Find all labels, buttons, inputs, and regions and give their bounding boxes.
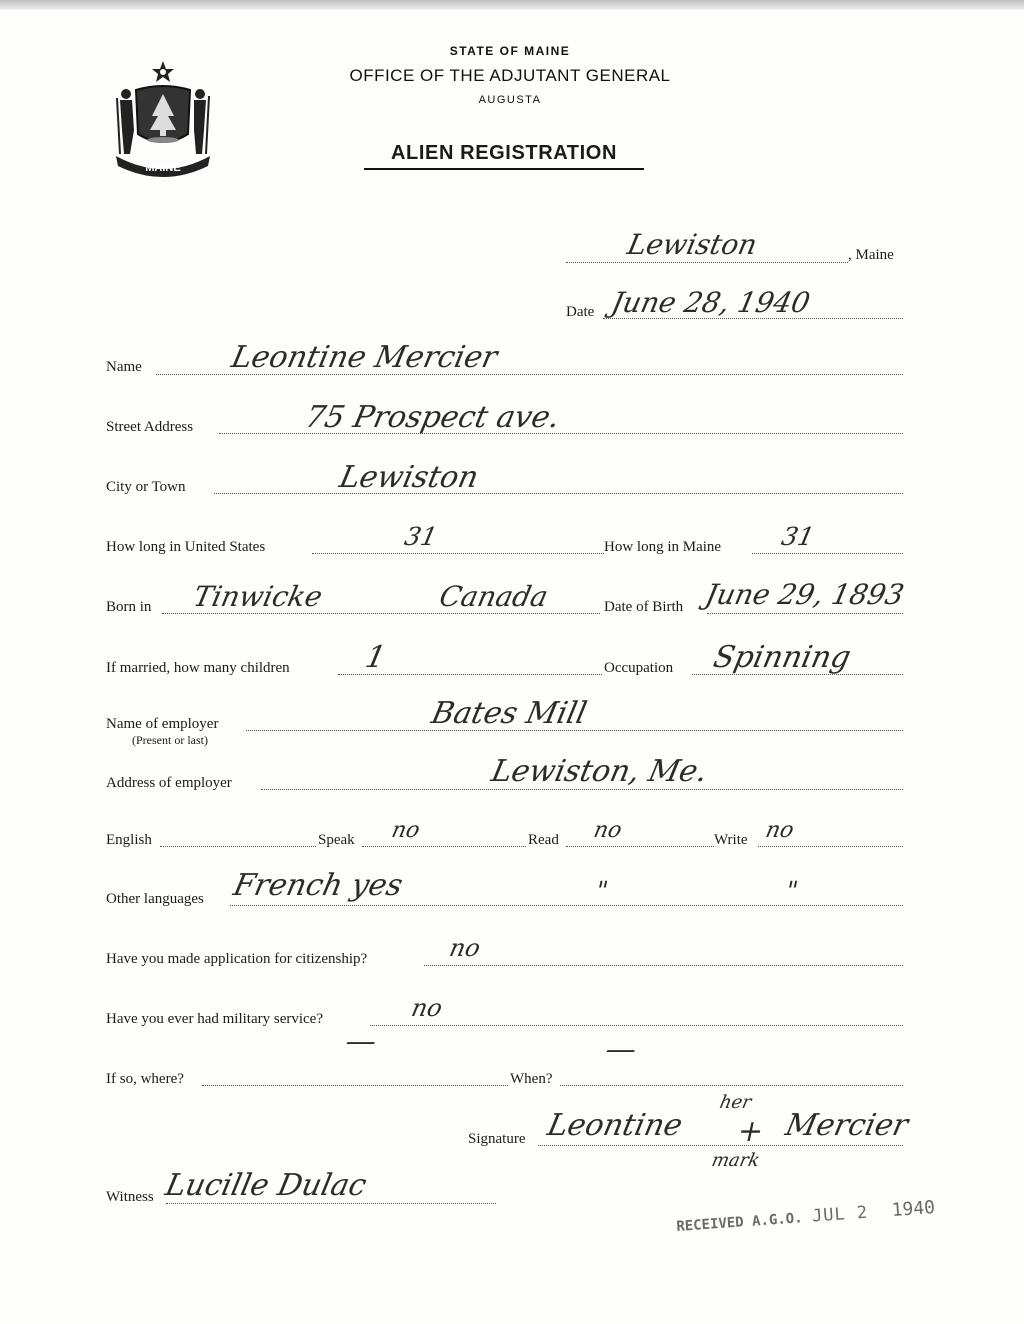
military-value: no xyxy=(409,994,445,1022)
seal-banner-text: MAINE xyxy=(145,162,181,174)
header-office: OFFICE OF THE ADJUTANT GENERAL xyxy=(349,66,671,85)
stamp-received: RECEIVED A.G.O. xyxy=(675,1210,804,1236)
how-long-maine-line xyxy=(752,553,903,554)
header-state: STATE OF MAINE xyxy=(449,44,571,58)
name-value: Leontine Mercier xyxy=(228,340,501,375)
employer-label: Name of employer xyxy=(106,716,219,732)
street-value: 75 Prospect ave. xyxy=(302,400,563,435)
military-line xyxy=(370,1025,903,1026)
signature-mark: mark xyxy=(709,1150,762,1171)
stamp-date: JUL 2 xyxy=(811,1202,869,1227)
write-label: Write xyxy=(714,832,748,848)
read-label: Read xyxy=(528,832,559,848)
speak-label: Speak xyxy=(318,832,355,848)
received-stamp xyxy=(676,1197,936,1236)
maine-state-seal xyxy=(108,58,218,178)
signature-label: Signature xyxy=(468,1131,526,1147)
born-town-value: Tinwicke xyxy=(190,580,326,613)
employer-note: (Present or last) xyxy=(132,733,208,747)
speak-line xyxy=(362,846,526,847)
city-value: Lewiston xyxy=(336,460,482,495)
signature-last: Mercier xyxy=(782,1108,912,1143)
maine-label: , Maine xyxy=(848,247,894,263)
citizenship-value: no xyxy=(447,934,483,962)
how-long-us-value: 31 xyxy=(401,522,440,551)
children-value: 1 xyxy=(362,640,389,675)
witness-line xyxy=(166,1203,496,1204)
when-line xyxy=(560,1085,903,1086)
signature-her: her xyxy=(717,1092,754,1113)
where-label: If so, where? xyxy=(106,1071,184,1087)
witness-value: Lucille Dulac xyxy=(162,1168,370,1203)
place-value: Lewiston xyxy=(624,228,761,261)
other-languages-value: French yes xyxy=(230,868,406,903)
signature-line xyxy=(538,1145,903,1146)
citizenship-label: Have you made application for citizenship? xyxy=(106,951,368,967)
stamp-year: 1940 xyxy=(890,1196,936,1221)
citizenship-line xyxy=(424,965,903,966)
military-label: Have you ever had military service? xyxy=(106,1011,323,1027)
how-long-us-line xyxy=(312,553,604,554)
how-long-maine-value: 31 xyxy=(778,522,817,551)
city-label: City or Town xyxy=(106,479,186,495)
read-value: no xyxy=(591,818,625,843)
employer-address-value: Lewiston, Me. xyxy=(488,754,711,789)
scan-edge xyxy=(0,0,1024,10)
other-languages-line xyxy=(230,905,903,906)
other-read-value: " xyxy=(592,876,611,905)
employer-address-line xyxy=(261,789,903,790)
where-value: — xyxy=(342,1024,380,1059)
dob-label: Date of Birth xyxy=(604,599,684,615)
speak-value: no xyxy=(389,818,423,843)
city-line xyxy=(214,493,903,494)
born-country-value: Canada xyxy=(436,580,551,613)
read-line xyxy=(566,846,714,847)
place-line xyxy=(566,262,848,263)
witness-label: Witness xyxy=(106,1189,154,1205)
other-write-value: " xyxy=(782,876,801,905)
occupation-value: Spinning xyxy=(710,640,854,675)
name-label: Name xyxy=(106,359,142,375)
form-title: ALIEN REGISTRATION xyxy=(364,142,644,170)
when-value: — xyxy=(602,1032,640,1067)
children-label: If married, how many children xyxy=(106,660,290,676)
dob-value: June 29, 1893 xyxy=(702,578,907,611)
born-in-line xyxy=(162,613,600,614)
employer-address-label: Address of employer xyxy=(106,775,232,791)
occupation-label: Occupation xyxy=(604,660,674,676)
write-value: no xyxy=(763,818,797,843)
date-label: Date xyxy=(566,304,595,320)
other-languages-label: Other languages xyxy=(106,891,204,907)
where-line xyxy=(202,1085,508,1086)
english-line xyxy=(160,846,316,847)
when-label: When? xyxy=(510,1071,553,1087)
signature-cross: + xyxy=(734,1114,767,1149)
how-long-maine-label: How long in Maine xyxy=(604,539,722,555)
write-line xyxy=(758,846,903,847)
date-value: June 28, 1940 xyxy=(608,286,813,319)
signature-first: Leontine xyxy=(544,1108,686,1143)
how-long-us-label: How long in United States xyxy=(106,539,266,555)
street-label: Street Address xyxy=(106,419,194,435)
dob-line xyxy=(707,613,903,614)
born-in-label: Born in xyxy=(106,599,152,615)
english-label: English xyxy=(106,832,152,848)
header-city: AUGUSTA xyxy=(478,94,542,106)
employer-value: Bates Mill xyxy=(428,696,590,731)
